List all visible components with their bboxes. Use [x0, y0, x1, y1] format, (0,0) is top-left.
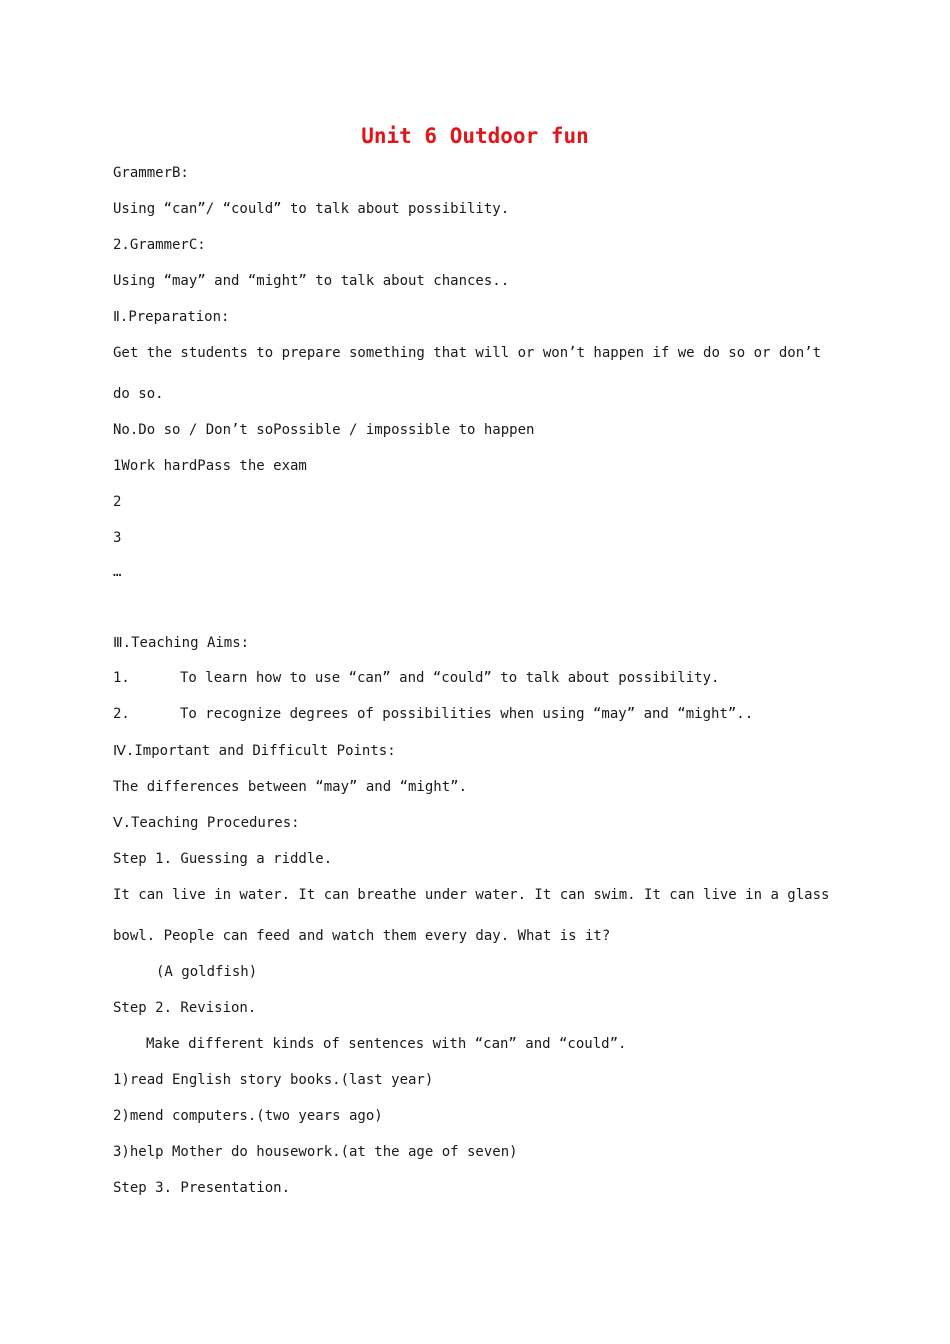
section-important-points: Ⅳ.Important and Difficult Points: — [113, 743, 396, 759]
aim-1-number: 1. — [113, 670, 130, 686]
section-teaching-procedures: Ⅴ.Teaching Procedures: — [113, 815, 300, 831]
grammer-c-text: Using “may” and “might” to talk about chances.. — [113, 273, 510, 289]
table-row-1: 1Work hardPass the exam — [113, 458, 307, 474]
grammer-b-text: Using “can”/ “could” to talk about possibility. — [113, 201, 510, 217]
revision-item-1: 1)read English story books.(last year) — [113, 1072, 434, 1088]
step-1-heading: Step 1. Guessing a riddle. — [113, 851, 333, 867]
step-3-heading: Step 3. Presentation. — [113, 1180, 291, 1196]
table-row-3: 3 — [113, 530, 122, 546]
important-points-text: The differences between “may” and “might”. — [113, 779, 468, 795]
table-header-row: No.Do so / Don’t soPossible / impossible to happen — [113, 422, 535, 438]
page-title: Unit 6 Outdoor fun — [361, 124, 589, 148]
riddle-answer: (A goldfish) — [156, 964, 258, 980]
step-2-heading: Step 2. Revision. — [113, 1000, 257, 1016]
section-grammer-b: GrammerB: — [113, 165, 189, 181]
aim-2-number: 2. — [113, 706, 130, 722]
aim-2-text: To recognize degrees of possibilities when using “may” and “might”.. — [180, 706, 754, 722]
aim-1-text: To learn how to use “can” and “could” to talk about possibility. — [180, 670, 720, 686]
revision-item-2: 2)mend computers.(two years ago) — [113, 1108, 383, 1124]
riddle-text-cont: bowl. People can feed and watch them every day. What is it? — [113, 928, 611, 944]
section-teaching-aims: Ⅲ.Teaching Aims: — [113, 635, 250, 651]
preparation-text: Get the students to prepare something that will or won’t happen if we do so or don’t — [113, 345, 822, 361]
table-row-2: 2 — [113, 494, 122, 510]
table-row-ellipsis: … — [113, 564, 122, 580]
section-preparation: Ⅱ.Preparation: — [113, 309, 230, 325]
riddle-text: It can live in water. It can breathe under water. It can swim. It can live in a glass — [113, 887, 830, 903]
preparation-text-cont: do so. — [113, 386, 164, 402]
revision-item-3: 3)help Mother do housework.(at the age of seven) — [113, 1144, 518, 1160]
revision-instruction: Make different kinds of sentences with “can” and “could”. — [146, 1036, 627, 1052]
section-grammer-c: 2.GrammerC: — [113, 237, 206, 253]
